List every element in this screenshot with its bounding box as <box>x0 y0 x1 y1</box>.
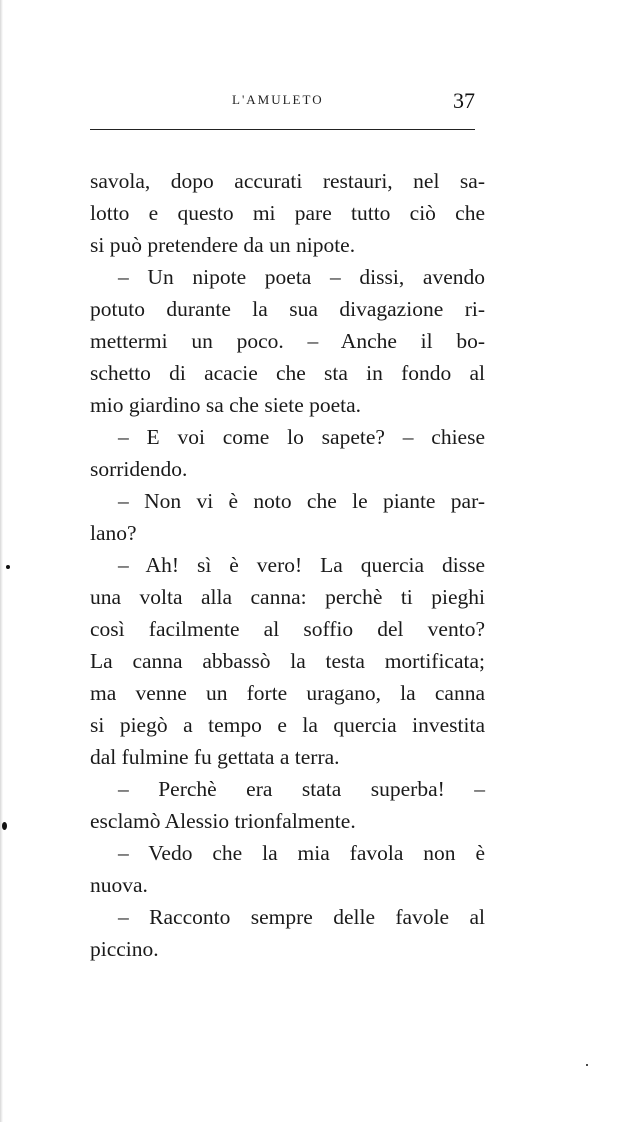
body-text <box>90 165 485 965</box>
text-line: esclamò Alessio trionfalmente. <box>90 809 356 833</box>
header-rule <box>90 129 475 130</box>
text-line: potuto durante la sua divagazione ri- <box>90 297 485 321</box>
text-line: nuova. <box>90 873 148 897</box>
text-line: ma venne un forte uragano, la canna <box>90 681 485 705</box>
text-line: – Non vi è noto che le piante par- <box>118 489 485 513</box>
text-line: si piegò a tempo e la quercia investita <box>90 713 485 737</box>
text-line: – Vedo che la mia favola non è <box>118 841 485 865</box>
text-line: si può pretendere da un nipote. <box>90 233 356 257</box>
text-line: mio giardino sa che siete poeta. <box>90 393 362 417</box>
text-line: lano? <box>90 521 137 545</box>
text-line: – Racconto sempre delle favole al <box>118 905 485 929</box>
text-line: piccino. <box>90 937 159 961</box>
text-line: savola, dopo accurati restauri, nel sa- <box>90 169 485 193</box>
scan-edge <box>0 0 3 1122</box>
text-line: – E voi come lo sapete? – chiese <box>118 425 485 449</box>
margin-speck <box>6 565 10 569</box>
margin-speck <box>586 1064 588 1066</box>
text-line: dal fulmine fu gettata a terra. <box>90 745 340 769</box>
page-number: 37 <box>453 88 475 113</box>
text-line: così facilmente al soffio del vento? <box>90 617 485 641</box>
text-line: schetto di acacie che sta in fondo al <box>90 361 485 385</box>
text-line: – Ah! sì è vero! La quercia disse <box>118 553 485 577</box>
running-title: L'AMULETO <box>232 92 324 107</box>
text-line: lotto e questo mi pare tutto ciò che <box>90 201 485 225</box>
text-line: – Un nipote poeta – dissi, avendo <box>118 265 485 289</box>
text-line: La canna abbassò la testa mortificata; <box>90 649 485 673</box>
text-line: mettermi un poco. – Anche il bo- <box>90 329 485 353</box>
margin-speck <box>2 822 7 830</box>
text-line: una volta alla canna: perchè ti pieghi <box>90 585 485 609</box>
running-header <box>90 88 475 120</box>
text-line: sorridendo. <box>90 457 188 481</box>
text-line: – Perchè era stata superba! – <box>118 777 485 801</box>
